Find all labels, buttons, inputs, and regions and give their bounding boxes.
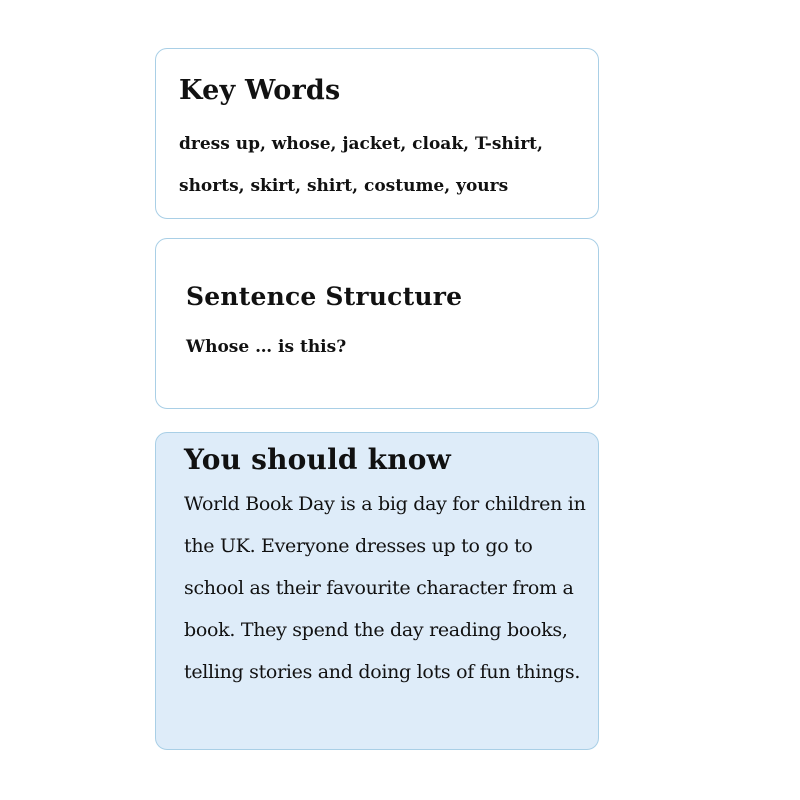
sentence-structure-card: [155, 238, 599, 409]
sentence-structure-text: Whose … is this?: [186, 337, 347, 357]
you-should-know-title: You should know: [184, 443, 451, 476]
sentence-structure-title: Sentence Structure: [186, 282, 463, 311]
key-words-list: dress up, whose, jacket, cloak, T-shirt, shorts, skirt, shirt, costume, yours: [179, 134, 543, 196]
you-should-know-card: [155, 432, 599, 750]
you-should-know-text: World Book Day is a big day for children in the UK. Everyone dresses up to go to school as their favourite character from a book. They spend the day reading books, telling stories and doing lots of fun things.: [184, 493, 586, 683]
key-words-title: Key Words: [179, 75, 341, 106]
key-words-card: [155, 48, 599, 219]
